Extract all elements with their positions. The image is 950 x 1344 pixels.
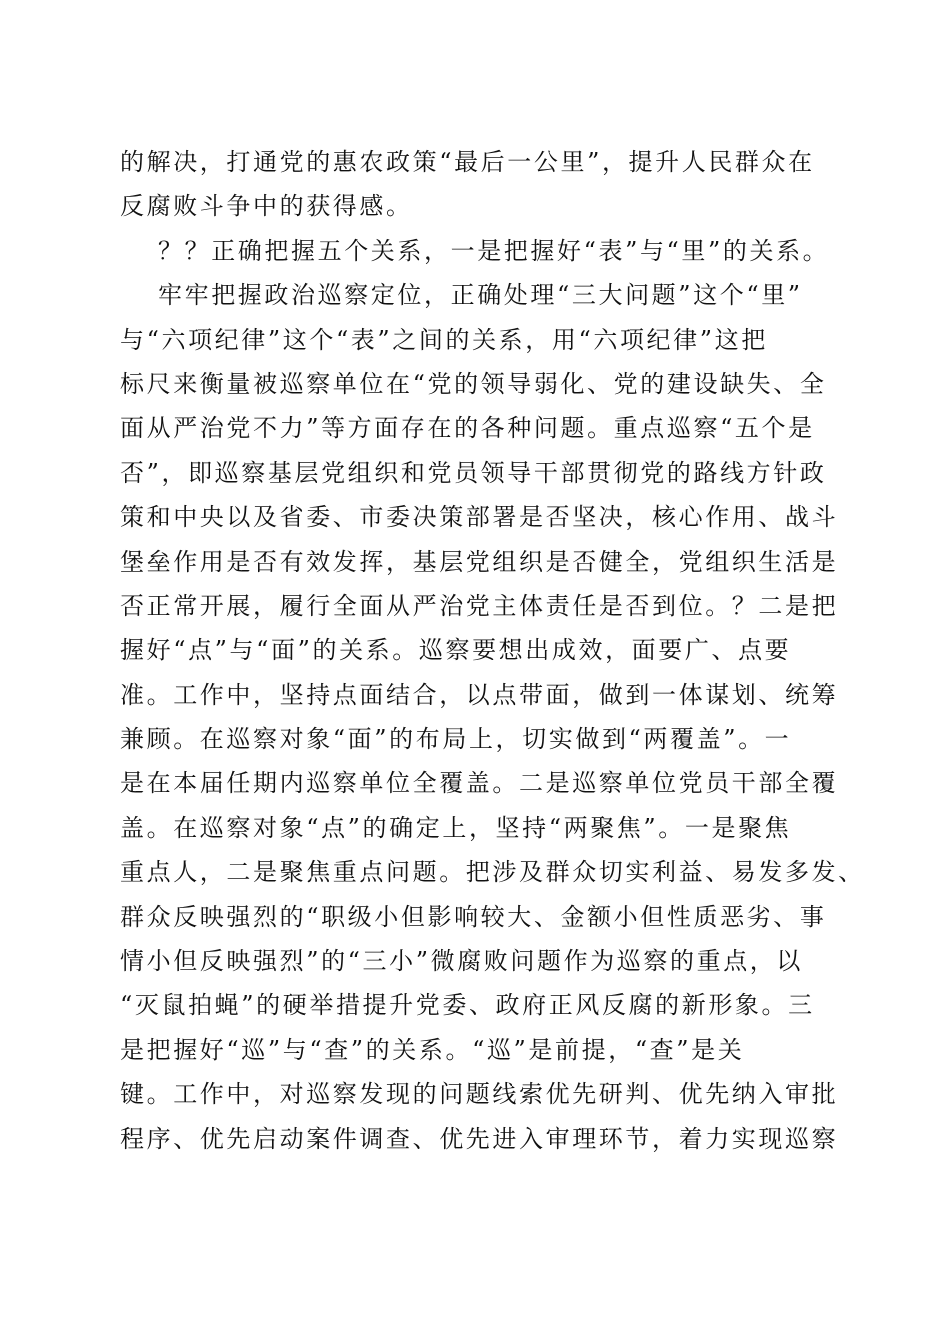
text-line: 准。工作中，坚持点面结合，以点带面，做到一体谋划、统筹 [120, 680, 839, 709]
text-line: 牢牢把握政治巡察定位，正确处理“三大问题”这个“里” [158, 281, 803, 310]
text-line: 策和中央以及省委、市委决策部署是否坚决，核心作用、战斗 [120, 503, 839, 532]
text-line: 堡垒作用是否有效发挥，基层党组织是否健全，党组织生活是 [120, 547, 839, 576]
text-line: 否正常开展，履行全面从严治党主体责任是否到位。？二是把 [120, 591, 839, 620]
text-line: 键。工作中，对巡察发现的问题线索优先研判、优先纳入审批 [120, 1080, 839, 1109]
text-line: 面从严治党不力”等方面存在的各种问题。重点巡察“五个是 [120, 414, 815, 443]
text-line: 反腐败斗争中的获得感。 [120, 192, 413, 221]
text-line: “灭鼠拍蝇”的硬举措提升党委、政府正风反腐的新形象。三 [120, 991, 815, 1020]
text-line: 重点人，二是聚焦重点问题。把涉及群众切实利益、易发多发、 [120, 858, 865, 887]
text-line: 是把握好“巡”与“查”的关系。“巡”是前提，“查”是关 [120, 1035, 745, 1064]
text-line: 与“六项纪律”这个“表”之间的关系，用“六项纪律”这把 [120, 325, 768, 354]
text-line: 握好“点”与“面”的关系。巡察要想出成效，面要广、点要 [120, 636, 792, 665]
text-line: 的解决，打通党的惠农政策“最后一公里”，提升人民群众在 [120, 148, 815, 176]
text-line: 标尺来衡量被巡察单位在“党的领导弱化、党的建设缺失、全 [120, 369, 827, 398]
text-line: 盖。在巡察对象“点”的确定上，坚持“两聚焦”。一是聚焦 [120, 813, 792, 842]
text-line: 群众反映强烈的“职级小但影响较大、金额小但性质恶劣、事 [120, 902, 827, 931]
text-line: 情小但反映强烈”的“三小”微腐败问题作为巡察的重点，以 [120, 947, 804, 976]
text-line: ？？正确把握五个关系，一是把握好“表”与“里”的关系。 [158, 236, 830, 265]
text-line: 否”，即巡察基层党组织和党员领导干部贯彻党的路线方针政 [120, 458, 827, 487]
text-line: 程序、优先启动案件调查、优先进入审理环节，着力实现巡察 [120, 1124, 839, 1153]
text-line: 是在本届任期内巡察单位全覆盖。二是巡察单位党员干部全覆 [120, 769, 839, 798]
text-line: 兼顾。在巡察对象“面”的布局上，切实做到“两覆盖”。一 [120, 725, 792, 754]
body-text [120, 140, 865, 1161]
